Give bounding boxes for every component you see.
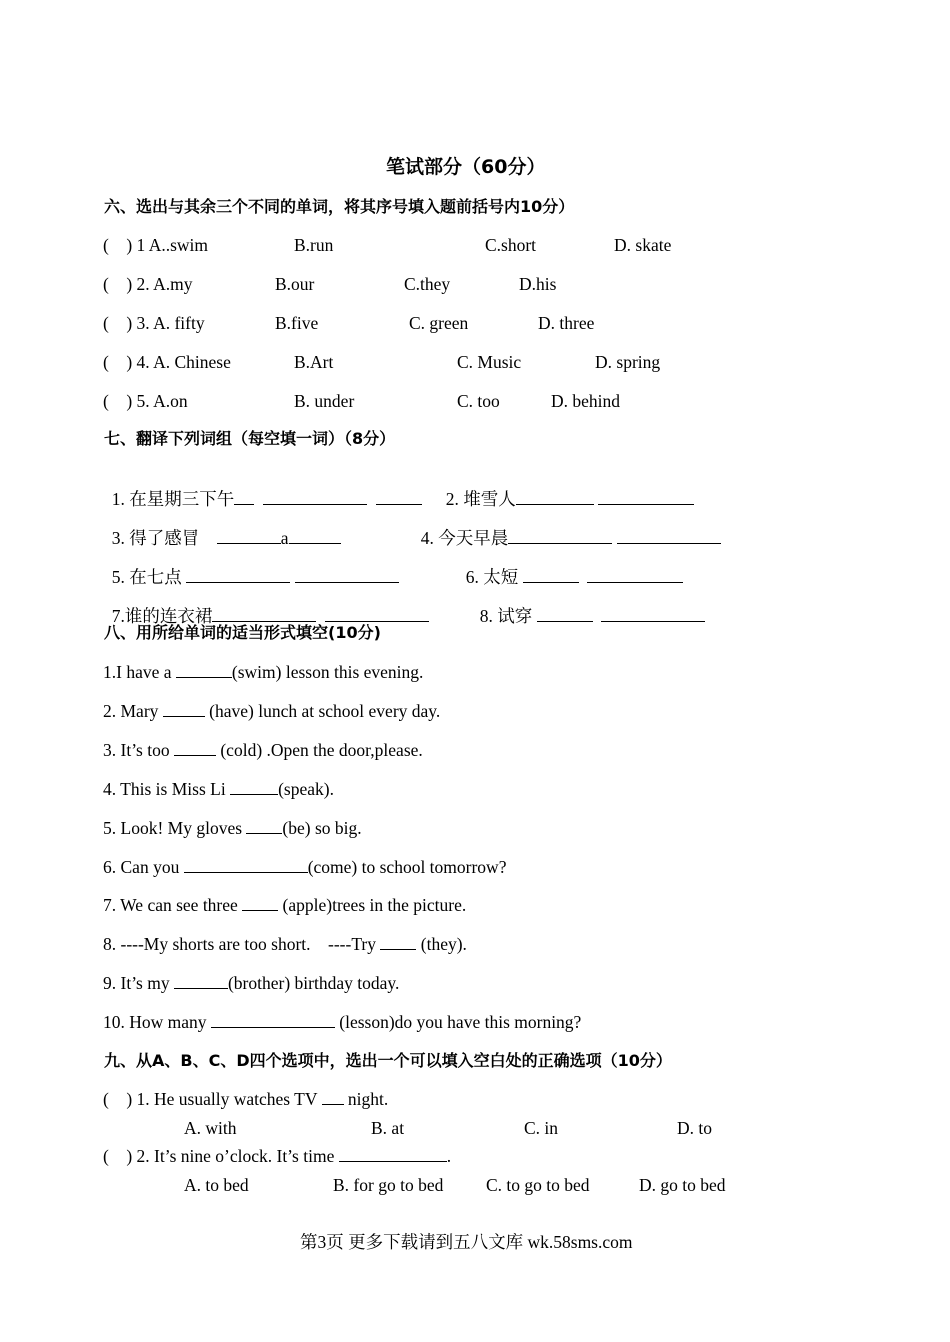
text: (swim) lesson this evening. [231, 662, 424, 682]
sec7-item-2 [437, 466, 694, 510]
option-b: B. for go to bed [333, 1175, 444, 1195]
text: (they). [416, 934, 467, 954]
section-9-heading: 九、从A、B、C、D四个选项中，选出一个可以填入空白处的正确选项（10分） [104, 1051, 672, 1070]
blank[interactable] [601, 605, 705, 622]
prompt: 5. 在七点 [111, 567, 182, 587]
blank[interactable] [617, 527, 721, 544]
sec7-item-6 [457, 544, 683, 588]
text: 5. Look! My gloves [103, 818, 247, 838]
page-footer: 第3页 更多下载请到五八文库 wk.58sms.com [300, 1232, 633, 1252]
option-b: B.run [294, 235, 334, 255]
text: (lesson)do you have this morning? [334, 1012, 582, 1032]
option-b: B. under [294, 391, 355, 411]
option-c: C. to go to bed [486, 1175, 590, 1195]
blank[interactable] [598, 488, 694, 505]
question-number: ( ) 5. A.on [103, 391, 188, 411]
blank[interactable] [523, 566, 579, 583]
text: (have) lunch at school every day. [204, 701, 441, 721]
sec8-item [103, 1011, 581, 1033]
blank[interactable] [295, 566, 399, 583]
sec7-item-1 [103, 466, 422, 510]
sec7-item-8 [471, 583, 705, 627]
text: . [446, 1146, 452, 1166]
text: (be) so big. [282, 818, 362, 838]
blank[interactable] [380, 933, 416, 950]
text: (apple)trees in the picture. [278, 895, 467, 915]
option-b: B.Art [294, 352, 334, 372]
text: ( ) 2. It’s nine o’clock. It’s time [103, 1146, 339, 1166]
text: 4. This is Miss Li [103, 779, 231, 799]
sec8-item [103, 778, 334, 800]
blank[interactable] [246, 817, 282, 834]
option-b: B.our [275, 274, 315, 294]
text: (speak). [278, 779, 334, 799]
question-number: ( ) 4. A. Chinese [103, 352, 231, 372]
sec7-item-4 [412, 505, 721, 549]
prompt: 7.谁的连衣裙 [111, 606, 213, 626]
prompt: 8. 试穿 [479, 606, 533, 626]
sec7-item-7 [103, 583, 429, 627]
sec8-item [103, 661, 423, 683]
prompt: 4. 今天早晨 [420, 528, 509, 548]
option-b: B.five [275, 313, 319, 333]
blank[interactable] [163, 700, 205, 717]
sec7-item-3 [103, 505, 341, 549]
text: ( ) 1. He usually watches TV [103, 1089, 322, 1109]
option-c: C. Music [457, 352, 522, 372]
page-title: 笔试部分（60分） [386, 156, 546, 178]
sec8-item [103, 933, 467, 955]
option-c: C. in [524, 1118, 559, 1138]
option-c: C.short [485, 235, 537, 255]
blank[interactable] [587, 566, 683, 583]
section-8-heading: 八、用所给单词的适当形式填空(10分) [104, 623, 381, 642]
article: a [280, 528, 289, 548]
blank[interactable] [174, 972, 228, 989]
question-number: ( ) 3. A. fifty [103, 313, 205, 333]
prompt: 1. 在星期三下午 [111, 489, 235, 509]
option-a: A. with [184, 1118, 237, 1138]
sec7-item-5 [103, 544, 399, 588]
text: night. [343, 1089, 389, 1109]
blank[interactable] [325, 605, 429, 622]
text: (come) to school tomorrow? [307, 857, 507, 877]
sec8-item [103, 817, 362, 839]
sec8-item [103, 856, 506, 878]
blank[interactable] [339, 1145, 447, 1162]
blank[interactable] [508, 527, 612, 544]
option-b: B. at [371, 1118, 405, 1138]
prompt: 6. 太短 [465, 567, 519, 587]
blank[interactable] [184, 856, 308, 873]
option-a: A. to bed [184, 1175, 249, 1195]
blank[interactable] [212, 605, 316, 622]
blank[interactable] [516, 488, 594, 505]
option-c: C. too [457, 391, 500, 411]
text: 3. It’s too [103, 740, 174, 760]
blank[interactable] [186, 566, 290, 583]
sec9-q2-stem [103, 1145, 451, 1167]
option-d: D.his [519, 274, 557, 294]
option-c: C.they [404, 274, 451, 294]
text: 1.I have a [103, 662, 176, 682]
blank[interactable] [217, 527, 281, 544]
blank[interactable] [211, 1011, 335, 1028]
blank[interactable] [234, 488, 254, 505]
text: 2. Mary [103, 701, 163, 721]
blank[interactable] [230, 778, 278, 795]
text: 6. Can you [103, 857, 184, 877]
blank[interactable] [376, 488, 422, 505]
sec8-item [103, 700, 440, 722]
blank[interactable] [537, 605, 593, 622]
prompt: 2. 堆雪人 [445, 489, 516, 509]
sec8-item [103, 894, 466, 916]
option-d: D. go to bed [639, 1175, 726, 1195]
blank[interactable] [289, 527, 341, 544]
text: 7. We can see three [103, 895, 243, 915]
section-7-heading: 七、翻译下列词组（每空填一词）（8分） [104, 429, 396, 448]
text: 8. ----My shorts are too short. ----Try [103, 934, 381, 954]
option-d: D. spring [595, 352, 661, 372]
blank[interactable] [242, 894, 278, 911]
option-c: C. green [409, 313, 469, 333]
text: (cold) .Open the door,please. [215, 740, 423, 760]
option-d: D. skate [614, 235, 672, 255]
prompt: 3. 得了感冒 [111, 528, 200, 548]
sec9-q1-stem [103, 1088, 388, 1110]
option-d: D. to [677, 1118, 712, 1138]
option-d: D. behind [551, 391, 621, 411]
blank[interactable] [322, 1088, 344, 1105]
text: 9. It’s my [103, 973, 174, 993]
blank[interactable] [263, 488, 367, 505]
text: 10. How many [103, 1012, 211, 1032]
text: (brother) birthday today. [227, 973, 400, 993]
section-6-heading: 六、选出与其余三个不同的单词，将其序号填入题前括号内10分） [104, 197, 575, 216]
sec8-item [103, 739, 423, 761]
blank[interactable] [176, 661, 232, 678]
option-d: D. three [538, 313, 595, 333]
blank[interactable] [174, 739, 216, 756]
sec8-item [103, 972, 399, 994]
question-number: ( ) 1 A..swim [103, 235, 208, 255]
question-number: ( ) 2. A.my [103, 274, 193, 294]
